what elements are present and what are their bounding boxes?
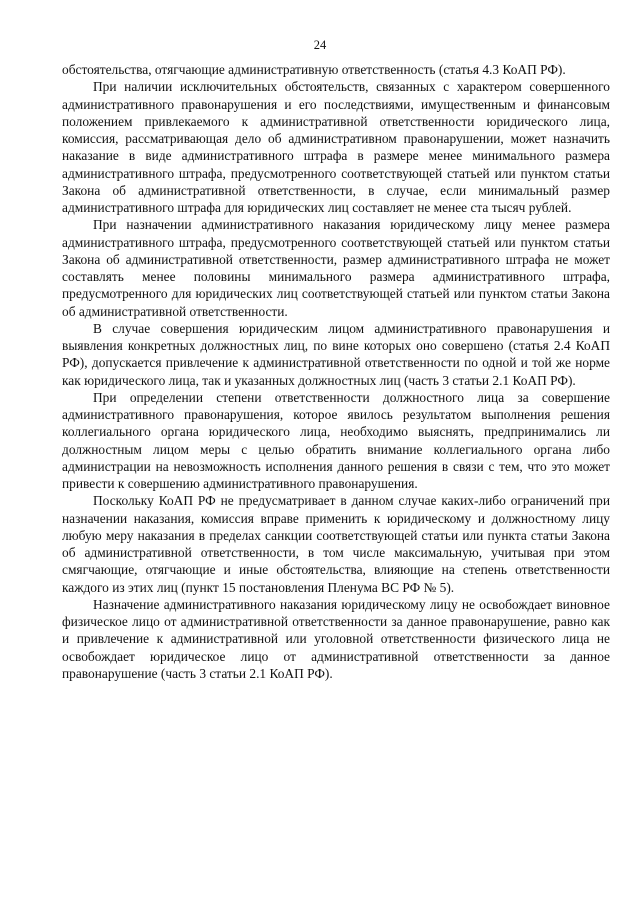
paragraph-no-exemption: Назначение административного наказания юридическому лицу не освобождает виновное физическое лицо от административной ответственности за данное правонарушение, равно как и привлечение к административной или уголовной ответственности физического лица не освобождает юридическое лицо от административной ответственности за данное правонарушение (часть 3 статьи 2.1 КоАП РФ). <box>62 596 610 681</box>
document-body <box>62 61 610 682</box>
paragraph-reduced-fine: При назначении административного наказания юридическому лицу менее размера административного штрафа, предусмотренного соответствующей статьей или пунктом статьи Закона об административной ответственности, размер административного штрафа не может составлять менее половины минимального размера административного штрафа, предусмотренного для юридических лиц соответствующей статьей или пунктом статьи Закона об административной ответственности. <box>62 217 610 319</box>
paragraph-officials-liability: В случае совершения юридическим лицом административного правонарушения и выявления конкретных должностных лиц, по вине которых оно совершено (статья 2.4 КоАП РФ), допускается привлечение к административной ответственности по одной и той же норме как юридического лица, так и указанных должностных лиц (часть 3 статьи 2.1 КоАП РФ). <box>62 320 610 388</box>
paragraph-penalty-choice: Поскольку КоАП РФ не предусматривает в данном случае каких-либо ограничений при назначении наказания, комиссия вправе применить к юридическому и должностному лицу любую меру наказания в пределах санкции соответствующей статьи или пункта статьи Закона об административной ответственности, в том числе максимальную, учитывая при этом смягчающие, отягчающие и иные обстоятельства, влияющие на степень ответственности каждого из этих лиц (пункт 15 постановления Пленума ВС РФ № 5). <box>62 493 610 595</box>
paragraph-continuation: обстоятельства, отягчающие административную ответственность (статья 4.3 КоАП РФ). <box>62 62 566 77</box>
paragraph-collegial-body: При определении степени ответственности должностного лица за совершение административного правонарушения, которое явилось результатом выполнения решения коллегиального органа юридического лица, необходимо выяснять, предпринимались ли должностным лицом меры с целью обратить внимание коллегиального органа либо администрации на невозможность исполнения данного решения в связи с тем, что это может привести к совершению административного правонарушения. <box>62 389 610 491</box>
paragraph-exceptional-circumstances: При наличии исключительных обстоятельств, связанных с характером совершенного административного правонарушения и его последствиями, имущественным и финансовым положением привлекаемого к административной ответственности юридического лица, комиссия, рассматривающая дело об административном правонарушении, может назначить наказание в виде административного штрафа в размере менее минимального размера административного штрафа, предусмотренного соответствующей статьей или пунктом статьи Закона об административной ответственности, в случае, если минимальный размер административного штрафа для юридических лиц составляет не менее ста тысяч рублей. <box>62 79 610 215</box>
page-number: 24 <box>313 38 327 52</box>
